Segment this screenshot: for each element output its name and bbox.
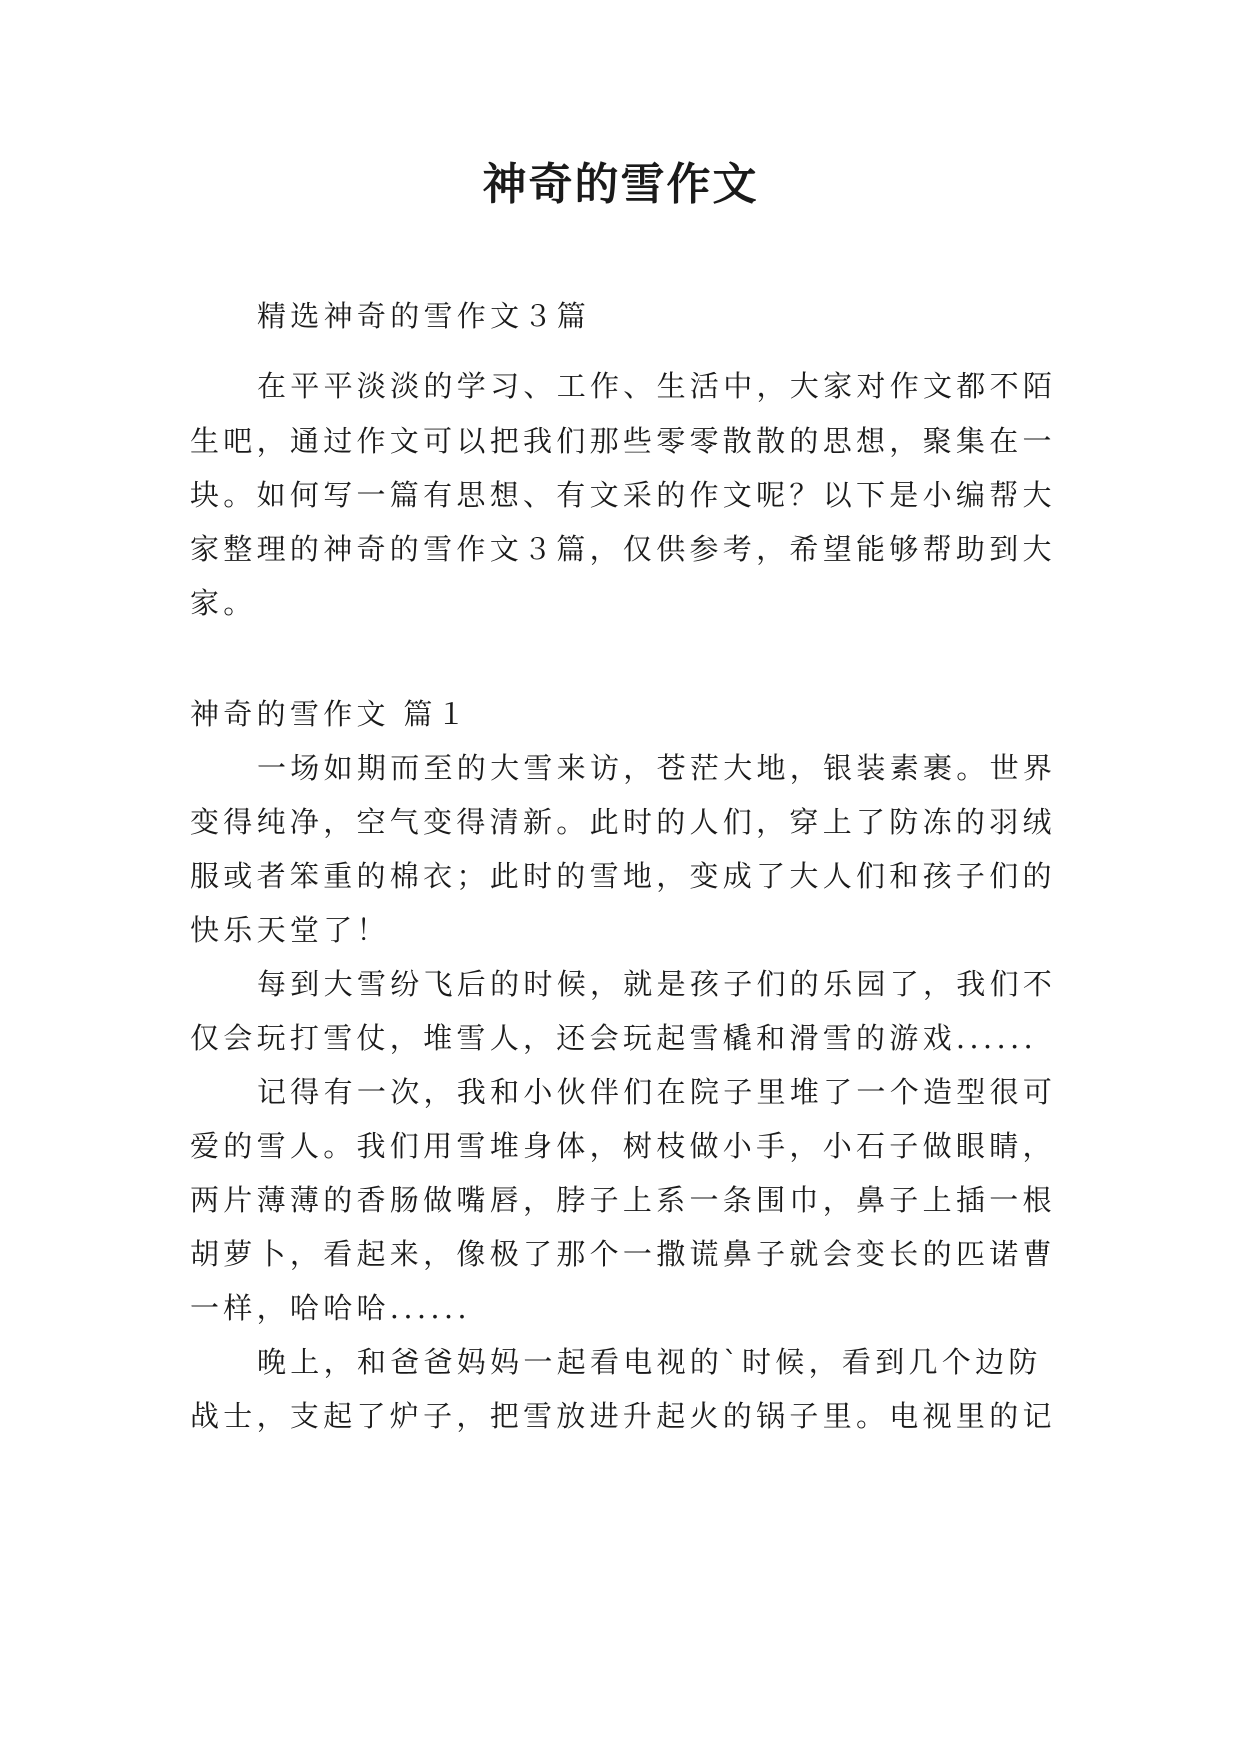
body-line-4: 快乐天堂了！ [190,913,390,947]
body-line-2: 变得纯净，空气变得清新。此时的人们，穿上了防冻的羽绒 [190,805,1056,839]
body-line-1: 一场如期而至的大雪来访，苍茫大地，银装素裹。世界 [257,751,1057,785]
intro-line-1: 在平平淡淡的学习、工作、生活中，大家对作文都不陌 [257,369,1057,403]
body-line-11: 一样，哈哈哈...... [190,1291,471,1325]
intro-line-5: 家。 [190,586,257,620]
subtitle-line: 精选神奇的雪作文３篇 [257,299,591,333]
body-line-9: 两片薄薄的香肠做嘴唇，脖子上系一条围巾，鼻子上插一根 [190,1183,1056,1217]
body-line-10: 胡萝卜，看起来，像极了那个一撒谎鼻子就会变长的匹诺曹 [190,1237,1056,1271]
section-heading: 神奇的雪作文 篇１ [190,697,470,731]
intro-line-3: 块。如何写一篇有思想、有文采的作文呢？以下是小编帮大 [190,478,1056,512]
body-line-12: 晚上，和爸爸妈妈一起看电视的`时候，看到几个边防 [257,1345,1042,1379]
document-title: 神奇的雪作文 [482,159,759,210]
body-line-5: 每到大雪纷飞后的时候，就是孩子们的乐园了，我们不 [257,967,1057,1001]
intro-line-4: 家整理的神奇的雪作文３篇，仅供参考，希望能够帮助到大 [190,532,1056,566]
body-line-8: 爱的雪人。我们用雪堆身体，树枝做小手，小石子做眼睛， [190,1129,1056,1163]
body-line-6: 仅会玩打雪仗，堆雪人，还会玩起雪橇和滑雪的游戏...... [190,1021,1038,1055]
body-line-13: 战士，支起了炉子，把雪放进升起火的锅子里。电视里的记 [190,1399,1056,1433]
body-line-3: 服或者笨重的棉衣；此时的雪地，变成了大人们和孩子们的 [190,859,1056,893]
intro-line-2: 生吧，通过作文可以把我们那些零零散散的思想，聚集在一 [190,424,1056,458]
body-line-7: 记得有一次，我和小伙伴们在院子里堆了一个造型很可 [257,1075,1057,1109]
